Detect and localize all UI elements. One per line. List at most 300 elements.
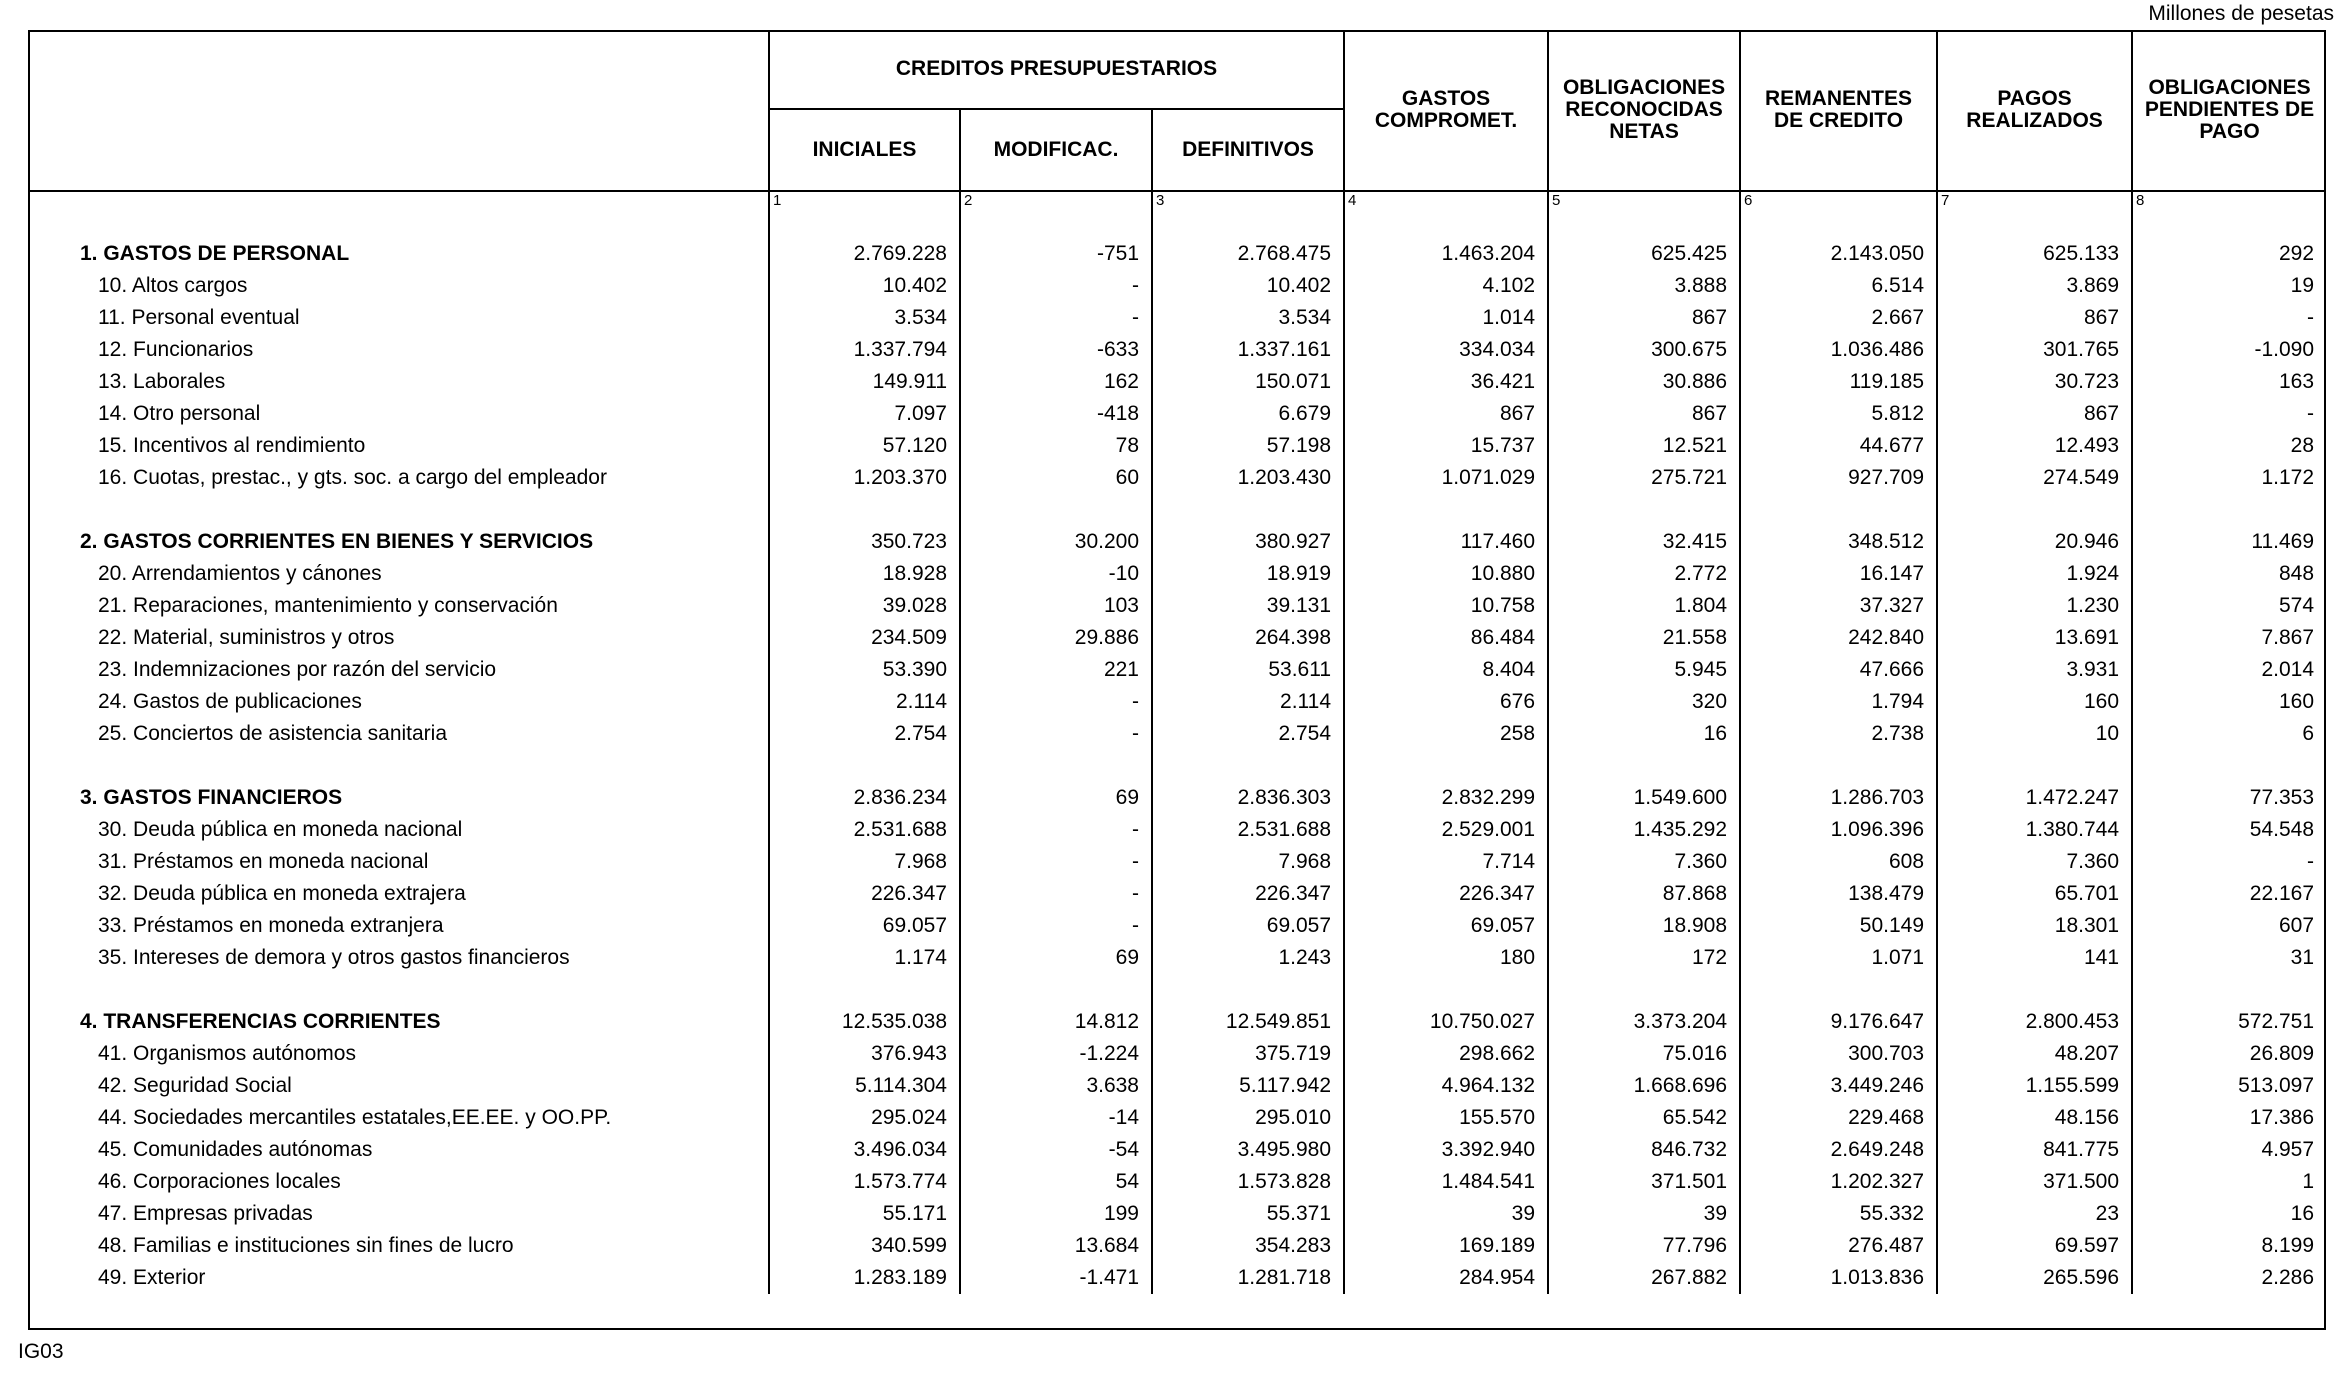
cell-value: 20.946 bbox=[1937, 526, 2132, 558]
cell-value: -751 bbox=[960, 238, 1152, 270]
cell-value: - bbox=[960, 910, 1152, 942]
cell-value: 1.203.370 bbox=[769, 462, 960, 494]
cell-value: 4.964.132 bbox=[1344, 1070, 1548, 1102]
table-row bbox=[28, 814, 2326, 846]
cell-value: 18.928 bbox=[769, 558, 960, 590]
row-label: 24. Gastos de publicaciones bbox=[98, 690, 362, 713]
cell-value: 163 bbox=[2132, 366, 2326, 398]
cell-value: 18.301 bbox=[1937, 910, 2132, 942]
row-label: 11. Personal eventual bbox=[98, 306, 300, 329]
cell-value: 2.531.688 bbox=[769, 814, 960, 846]
column-number: 3 bbox=[1152, 191, 1344, 218]
cell-value: 2.769.228 bbox=[769, 238, 960, 270]
cell-value: 2.754 bbox=[1152, 718, 1344, 750]
cell-value: 57.198 bbox=[1152, 430, 1344, 462]
cell-value: 2.143.050 bbox=[1740, 238, 1937, 270]
header-line: PAGOS bbox=[1997, 87, 2072, 110]
cell-value: 69.057 bbox=[769, 910, 960, 942]
row-label: 23. Indemnizaciones por razón del servicio bbox=[98, 658, 497, 681]
header-creditos-presupuestarios: CREDITOS PRESUPUESTARIOS bbox=[769, 30, 1344, 109]
cell-value: 295.010 bbox=[1152, 1102, 1344, 1134]
header-modificaciones: MODIFICAC. bbox=[960, 109, 1152, 191]
cell-value: 16 bbox=[1548, 718, 1740, 750]
cell-value: 841.775 bbox=[1937, 1134, 2132, 1166]
cell-value: 10.402 bbox=[1152, 270, 1344, 302]
cell-value: - bbox=[2132, 398, 2326, 430]
cell-value: 3.495.980 bbox=[1152, 1134, 1344, 1166]
cell-value: 12.535.038 bbox=[769, 1006, 960, 1038]
cell-value: 9.176.647 bbox=[1740, 1006, 1937, 1038]
cell-value: 229.468 bbox=[1740, 1102, 1937, 1134]
cell-value: 5.114.304 bbox=[769, 1070, 960, 1102]
cell-value: 169.189 bbox=[1344, 1230, 1548, 1262]
cell-value: 3.931 bbox=[1937, 654, 2132, 686]
cell-value: 12.549.851 bbox=[1152, 1006, 1344, 1038]
cell-value: 242.840 bbox=[1740, 622, 1937, 654]
cell-value: 350.723 bbox=[769, 526, 960, 558]
cell-value: 1.172 bbox=[2132, 462, 2326, 494]
header-line: OBLIGACIONES bbox=[1562, 76, 1726, 99]
cell-value: 15.737 bbox=[1344, 430, 1548, 462]
cell-value: 30.200 bbox=[960, 526, 1152, 558]
row-label: 20. Arrendamientos y cánones bbox=[98, 562, 382, 585]
cell-value: 16 bbox=[2132, 1198, 2326, 1230]
cell-value: 1.036.486 bbox=[1740, 334, 1937, 366]
cell-value: 8.199 bbox=[2132, 1230, 2326, 1262]
cell-value: 625.133 bbox=[1937, 238, 2132, 270]
cell-value: 513.097 bbox=[2132, 1070, 2326, 1102]
cell-value: 78 bbox=[960, 430, 1152, 462]
cell-value: 1.573.774 bbox=[769, 1166, 960, 1198]
category-label: 2. GASTOS CORRIENTES EN BIENES Y SERVICIOS bbox=[80, 530, 594, 553]
cell-value: 55.371 bbox=[1152, 1198, 1344, 1230]
cell-value: 60 bbox=[960, 462, 1152, 494]
cell-value: 77.353 bbox=[2132, 782, 2326, 814]
row-label: 10. Altos cargos bbox=[98, 274, 248, 297]
category-label: 3. GASTOS FINANCIEROS bbox=[80, 786, 343, 809]
cell-value: 2.768.475 bbox=[1152, 238, 1344, 270]
cell-value: 625.425 bbox=[1548, 238, 1740, 270]
cell-value: 1.463.204 bbox=[1344, 238, 1548, 270]
cell-value: 149.911 bbox=[769, 366, 960, 398]
budget-table bbox=[28, 30, 2326, 1294]
cell-value: 1.286.703 bbox=[1740, 782, 1937, 814]
cell-value: 1.203.430 bbox=[1152, 462, 1344, 494]
row-label: 45. Comunidades autónomas bbox=[98, 1138, 373, 1161]
row-label: 49. Exterior bbox=[98, 1266, 206, 1289]
header-line: PENDIENTES DE bbox=[2144, 98, 2315, 121]
cell-value: 1.281.718 bbox=[1152, 1262, 1344, 1294]
header-definitivos: DEFINITIVOS bbox=[1152, 109, 1344, 191]
cell-value: - bbox=[960, 814, 1152, 846]
header-obligaciones-reconocidas bbox=[1548, 30, 1740, 191]
cell-value: 267.882 bbox=[1548, 1262, 1740, 1294]
cell-value: 141 bbox=[1937, 942, 2132, 974]
cell-value: 3.373.204 bbox=[1548, 1006, 1740, 1038]
column-number-blank bbox=[28, 191, 769, 218]
cell-value: - bbox=[960, 270, 1152, 302]
cell-value: 3.534 bbox=[1152, 302, 1344, 334]
cell-value: 276.487 bbox=[1740, 1230, 1937, 1262]
row-label: 31. Préstamos en moneda nacional bbox=[98, 850, 429, 873]
cell-value: 2.836.234 bbox=[769, 782, 960, 814]
cell-value: 7.360 bbox=[1937, 846, 2132, 878]
cell-value: - bbox=[2132, 302, 2326, 334]
cell-value: 3.869 bbox=[1937, 270, 2132, 302]
table-row bbox=[28, 878, 2326, 910]
cell-value: 29.886 bbox=[960, 622, 1152, 654]
cell-value: 608 bbox=[1740, 846, 1937, 878]
cell-value: 54 bbox=[960, 1166, 1152, 1198]
table-row bbox=[28, 398, 2326, 430]
header-obligaciones-pendientes bbox=[2132, 30, 2326, 191]
row-label: 32. Deuda pública en moneda extrajera bbox=[98, 882, 466, 905]
cell-value: 1.337.794 bbox=[769, 334, 960, 366]
cell-value: 69 bbox=[960, 782, 1152, 814]
cell-value: 119.185 bbox=[1740, 366, 1937, 398]
cell-value: 607 bbox=[2132, 910, 2326, 942]
cell-value: 1.243 bbox=[1152, 942, 1344, 974]
cell-value: 16.147 bbox=[1740, 558, 1937, 590]
cell-value: 1.014 bbox=[1344, 302, 1548, 334]
cell-value: 7.867 bbox=[2132, 622, 2326, 654]
cell-value: 2.014 bbox=[2132, 654, 2326, 686]
cell-value: 2.800.453 bbox=[1937, 1006, 2132, 1038]
cell-value: -1.090 bbox=[2132, 334, 2326, 366]
cell-value: 1.230 bbox=[1937, 590, 2132, 622]
cell-value: 2.667 bbox=[1740, 302, 1937, 334]
category-row bbox=[28, 782, 2326, 814]
row-label: 46. Corporaciones locales bbox=[98, 1170, 341, 1193]
spacer-row bbox=[28, 750, 2326, 782]
cell-value: 1.071 bbox=[1740, 942, 1937, 974]
concept-header bbox=[28, 30, 769, 191]
cell-value: 39.131 bbox=[1152, 590, 1344, 622]
cell-value: 28 bbox=[2132, 430, 2326, 462]
cell-value: 301.765 bbox=[1937, 334, 2132, 366]
header-pagos-realizados bbox=[1937, 30, 2132, 191]
cell-value: 11.469 bbox=[2132, 526, 2326, 558]
cell-value: 48.207 bbox=[1937, 1038, 2132, 1070]
cell-value: 226.347 bbox=[769, 878, 960, 910]
cell-value: 375.719 bbox=[1152, 1038, 1344, 1070]
spacer-row bbox=[28, 974, 2326, 1006]
header-remanentes-credito bbox=[1740, 30, 1937, 191]
cell-value: 6.679 bbox=[1152, 398, 1344, 430]
table-row bbox=[28, 590, 2326, 622]
cell-value: 10.750.027 bbox=[1344, 1006, 1548, 1038]
header-line: OBLIGACIONES bbox=[2148, 76, 2311, 99]
cell-value: 298.662 bbox=[1344, 1038, 1548, 1070]
category-row bbox=[28, 1006, 2326, 1038]
table-row bbox=[28, 1070, 2326, 1102]
table-row bbox=[28, 622, 2326, 654]
category-row bbox=[28, 526, 2326, 558]
cell-value: 2.531.688 bbox=[1152, 814, 1344, 846]
cell-value: 160 bbox=[1937, 686, 2132, 718]
cell-value: 3.449.246 bbox=[1740, 1070, 1937, 1102]
row-label: 14. Otro personal bbox=[98, 402, 261, 425]
cell-value: 264.398 bbox=[1152, 622, 1344, 654]
header-line: REALIZADOS bbox=[1966, 109, 2103, 132]
row-label: 25. Conciertos de asistencia sanitaria bbox=[98, 722, 448, 745]
cell-value: 348.512 bbox=[1740, 526, 1937, 558]
cell-value: 265.596 bbox=[1937, 1262, 2132, 1294]
cell-value: 39.028 bbox=[769, 590, 960, 622]
cell-value: - bbox=[960, 718, 1152, 750]
cell-value: 5.812 bbox=[1740, 398, 1937, 430]
table-row bbox=[28, 686, 2326, 718]
cell-value: 54.548 bbox=[2132, 814, 2326, 846]
cell-value: 2.114 bbox=[1152, 686, 1344, 718]
cell-value: 23 bbox=[1937, 1198, 2132, 1230]
row-label: 33. Préstamos en moneda extranjera bbox=[98, 914, 444, 937]
header-line: DE CREDITO bbox=[1773, 109, 1904, 132]
row-label: 41. Organismos autónomos bbox=[98, 1042, 356, 1065]
cell-value: 138.479 bbox=[1740, 878, 1937, 910]
cell-value: 2.832.299 bbox=[1344, 782, 1548, 814]
cell-value: 867 bbox=[1937, 398, 2132, 430]
header-line: REMANENTES bbox=[1765, 87, 1913, 110]
category-row bbox=[28, 238, 2326, 270]
cell-value: 180 bbox=[1344, 942, 1548, 974]
table-row bbox=[28, 1198, 2326, 1230]
cell-value: -418 bbox=[960, 398, 1152, 430]
cell-value: 162 bbox=[960, 366, 1152, 398]
cell-value: 846.732 bbox=[1548, 1134, 1740, 1166]
cell-value: 2.529.001 bbox=[1344, 814, 1548, 846]
cell-value: 69 bbox=[960, 942, 1152, 974]
cell-value: 1.202.327 bbox=[1740, 1166, 1937, 1198]
column-number: 7 bbox=[1937, 191, 2132, 218]
cell-value: 1.484.541 bbox=[1344, 1166, 1548, 1198]
cell-value: -1.224 bbox=[960, 1038, 1152, 1070]
cell-value: 274.549 bbox=[1937, 462, 2132, 494]
cell-value: 150.071 bbox=[1152, 366, 1344, 398]
cell-value: 13.684 bbox=[960, 1230, 1152, 1262]
cell-value: 2.738 bbox=[1740, 718, 1937, 750]
cell-value: 3.496.034 bbox=[769, 1134, 960, 1166]
cell-value: 1.283.189 bbox=[769, 1262, 960, 1294]
table-row bbox=[28, 462, 2326, 494]
cell-value: 10.402 bbox=[769, 270, 960, 302]
table-row bbox=[28, 430, 2326, 462]
table-row bbox=[28, 718, 2326, 750]
cell-value: 30.723 bbox=[1937, 366, 2132, 398]
row-label: 12. Funcionarios bbox=[98, 338, 254, 361]
row-label: 47. Empresas privadas bbox=[98, 1202, 313, 1225]
cell-value: 1.573.828 bbox=[1152, 1166, 1344, 1198]
row-label: 44. Sociedades mercantiles estatales,EE.EE. y OO.PP. bbox=[98, 1106, 612, 1129]
table-row bbox=[28, 366, 2326, 398]
table-row bbox=[28, 910, 2326, 942]
cell-value: 117.460 bbox=[1344, 526, 1548, 558]
cell-value: 3.392.940 bbox=[1344, 1134, 1548, 1166]
row-label: 16. Cuotas, prestac., y gts. soc. a cargo del empleador bbox=[98, 466, 607, 489]
column-number-row bbox=[28, 191, 2326, 218]
cell-value: 12.493 bbox=[1937, 430, 2132, 462]
cell-value: - bbox=[960, 302, 1152, 334]
row-label: 30. Deuda pública en moneda nacional bbox=[98, 818, 463, 841]
cell-value: -1.471 bbox=[960, 1262, 1152, 1294]
header-line: GASTOS bbox=[1401, 87, 1491, 110]
cell-value: 1.071.029 bbox=[1344, 462, 1548, 494]
cell-value: 57.120 bbox=[769, 430, 960, 462]
cell-value: - bbox=[2132, 846, 2326, 878]
cell-value: 55.171 bbox=[769, 1198, 960, 1230]
cell-value: 86.484 bbox=[1344, 622, 1548, 654]
spacer-row bbox=[28, 218, 2326, 238]
cell-value: 1.435.292 bbox=[1548, 814, 1740, 846]
cell-value: 1 bbox=[2132, 1166, 2326, 1198]
column-number: 8 bbox=[2132, 191, 2326, 218]
cell-value: 867 bbox=[1548, 398, 1740, 430]
cell-value: 19 bbox=[2132, 270, 2326, 302]
cell-value: 2.649.248 bbox=[1740, 1134, 1937, 1166]
unit-label: Millones de pesetas bbox=[2148, 2, 2334, 25]
cell-value: 18.919 bbox=[1152, 558, 1344, 590]
cell-value: - bbox=[960, 878, 1152, 910]
table-row bbox=[28, 558, 2326, 590]
cell-value: 320 bbox=[1548, 686, 1740, 718]
cell-value: 103 bbox=[960, 590, 1152, 622]
cell-value: 6 bbox=[2132, 718, 2326, 750]
cell-value: 7.360 bbox=[1548, 846, 1740, 878]
cell-value: 4.957 bbox=[2132, 1134, 2326, 1166]
cell-value: 69.057 bbox=[1344, 910, 1548, 942]
cell-value: 32.415 bbox=[1548, 526, 1740, 558]
cell-value: 574 bbox=[2132, 590, 2326, 622]
cell-value: 7.714 bbox=[1344, 846, 1548, 878]
cell-value: 2.836.303 bbox=[1152, 782, 1344, 814]
cell-value: 3.888 bbox=[1548, 270, 1740, 302]
cell-value: 1.924 bbox=[1937, 558, 2132, 590]
cell-value: 7.968 bbox=[769, 846, 960, 878]
table-row bbox=[28, 654, 2326, 686]
row-label: 21. Reparaciones, mantenimiento y conservación bbox=[98, 594, 558, 617]
cell-value: 2.114 bbox=[769, 686, 960, 718]
header-iniciales: INICIALES bbox=[769, 109, 960, 191]
cell-value: 2.286 bbox=[2132, 1262, 2326, 1294]
cell-value: 75.016 bbox=[1548, 1038, 1740, 1070]
cell-value: 380.927 bbox=[1152, 526, 1344, 558]
cell-value: 300.675 bbox=[1548, 334, 1740, 366]
table-row bbox=[28, 1262, 2326, 1294]
cell-value: 44.677 bbox=[1740, 430, 1937, 462]
cell-value: 50.149 bbox=[1740, 910, 1937, 942]
cell-value: 572.751 bbox=[2132, 1006, 2326, 1038]
cell-value: 69.057 bbox=[1152, 910, 1344, 942]
table-body bbox=[28, 191, 2326, 1294]
cell-value: 1.096.396 bbox=[1740, 814, 1937, 846]
cell-value: 867 bbox=[1344, 398, 1548, 430]
cell-value: - bbox=[960, 686, 1152, 718]
cell-value: 234.509 bbox=[769, 622, 960, 654]
table-row bbox=[28, 846, 2326, 878]
cell-value: 1.380.744 bbox=[1937, 814, 2132, 846]
column-number: 6 bbox=[1740, 191, 1937, 218]
cell-value: 2.754 bbox=[769, 718, 960, 750]
table-row bbox=[28, 1134, 2326, 1166]
cell-value: 39 bbox=[1344, 1198, 1548, 1230]
cell-value: 10.758 bbox=[1344, 590, 1548, 622]
table-row bbox=[28, 1038, 2326, 1070]
header-line: PAGO bbox=[2199, 120, 2260, 143]
row-label: 42. Seguridad Social bbox=[98, 1074, 292, 1097]
row-label: 22. Material, suministros y otros bbox=[98, 626, 395, 649]
cell-value: 1.549.600 bbox=[1548, 782, 1740, 814]
cell-value: 226.347 bbox=[1152, 878, 1344, 910]
cell-value: 77.796 bbox=[1548, 1230, 1740, 1262]
cell-value: 300.703 bbox=[1740, 1038, 1937, 1070]
cell-value: 927.709 bbox=[1740, 462, 1937, 494]
cell-value: -633 bbox=[960, 334, 1152, 366]
cell-value: 39 bbox=[1548, 1198, 1740, 1230]
cell-value: 1.794 bbox=[1740, 686, 1937, 718]
cell-value: 3.534 bbox=[769, 302, 960, 334]
cell-value: 18.908 bbox=[1548, 910, 1740, 942]
table-row bbox=[28, 302, 2326, 334]
cell-value: -14 bbox=[960, 1102, 1152, 1134]
cell-value: 7.097 bbox=[769, 398, 960, 430]
cell-value: 226.347 bbox=[1344, 878, 1548, 910]
cell-value: 14.812 bbox=[960, 1006, 1152, 1038]
category-label: 1. GASTOS DE PERSONAL bbox=[80, 242, 350, 265]
spacer-row bbox=[28, 494, 2326, 526]
cell-value: 867 bbox=[1548, 302, 1740, 334]
cell-value: 87.868 bbox=[1548, 878, 1740, 910]
table-row bbox=[28, 1102, 2326, 1134]
cell-value: 371.500 bbox=[1937, 1166, 2132, 1198]
cell-value: - bbox=[960, 846, 1152, 878]
cell-value: 30.886 bbox=[1548, 366, 1740, 398]
cell-value: 2.772 bbox=[1548, 558, 1740, 590]
cell-value: 69.597 bbox=[1937, 1230, 2132, 1262]
header-line: RECONOCIDAS bbox=[1565, 98, 1723, 121]
cell-value: 21.558 bbox=[1548, 622, 1740, 654]
table-row bbox=[28, 1230, 2326, 1262]
cell-value: 199 bbox=[960, 1198, 1152, 1230]
cell-value: 155.570 bbox=[1344, 1102, 1548, 1134]
header-line: NETAS bbox=[1609, 120, 1679, 143]
cell-value: 8.404 bbox=[1344, 654, 1548, 686]
row-label: 48. Familias e instituciones sin fines de lucro bbox=[98, 1234, 514, 1257]
cell-value: 5.117.942 bbox=[1152, 1070, 1344, 1102]
cell-value: 7.968 bbox=[1152, 846, 1344, 878]
cell-value: 65.542 bbox=[1548, 1102, 1740, 1134]
cell-value: 340.599 bbox=[769, 1230, 960, 1262]
cell-value: 36.421 bbox=[1344, 366, 1548, 398]
cell-value: 295.024 bbox=[769, 1102, 960, 1134]
cell-value: -54 bbox=[960, 1134, 1152, 1166]
cell-value: 172 bbox=[1548, 942, 1740, 974]
cell-value: 1.337.161 bbox=[1152, 334, 1344, 366]
column-number: 2 bbox=[960, 191, 1152, 218]
column-number: 1 bbox=[769, 191, 960, 218]
cell-value: 5.945 bbox=[1548, 654, 1740, 686]
cell-value: 1.155.599 bbox=[1937, 1070, 2132, 1102]
cell-value: 31 bbox=[2132, 942, 2326, 974]
row-label: 15. Incentivos al rendimiento bbox=[98, 434, 366, 457]
row-label: 35. Intereses de demora y otros gastos financieros bbox=[98, 946, 570, 969]
category-label: 4. TRANSFERENCIAS CORRIENTES bbox=[80, 1010, 441, 1033]
cell-value: 371.501 bbox=[1548, 1166, 1740, 1198]
cell-value: 676 bbox=[1344, 686, 1548, 718]
cell-value: 47.666 bbox=[1740, 654, 1937, 686]
header-gastos-comprometidos bbox=[1344, 30, 1548, 191]
cell-value: 10.880 bbox=[1344, 558, 1548, 590]
cell-value: 1.013.836 bbox=[1740, 1262, 1937, 1294]
